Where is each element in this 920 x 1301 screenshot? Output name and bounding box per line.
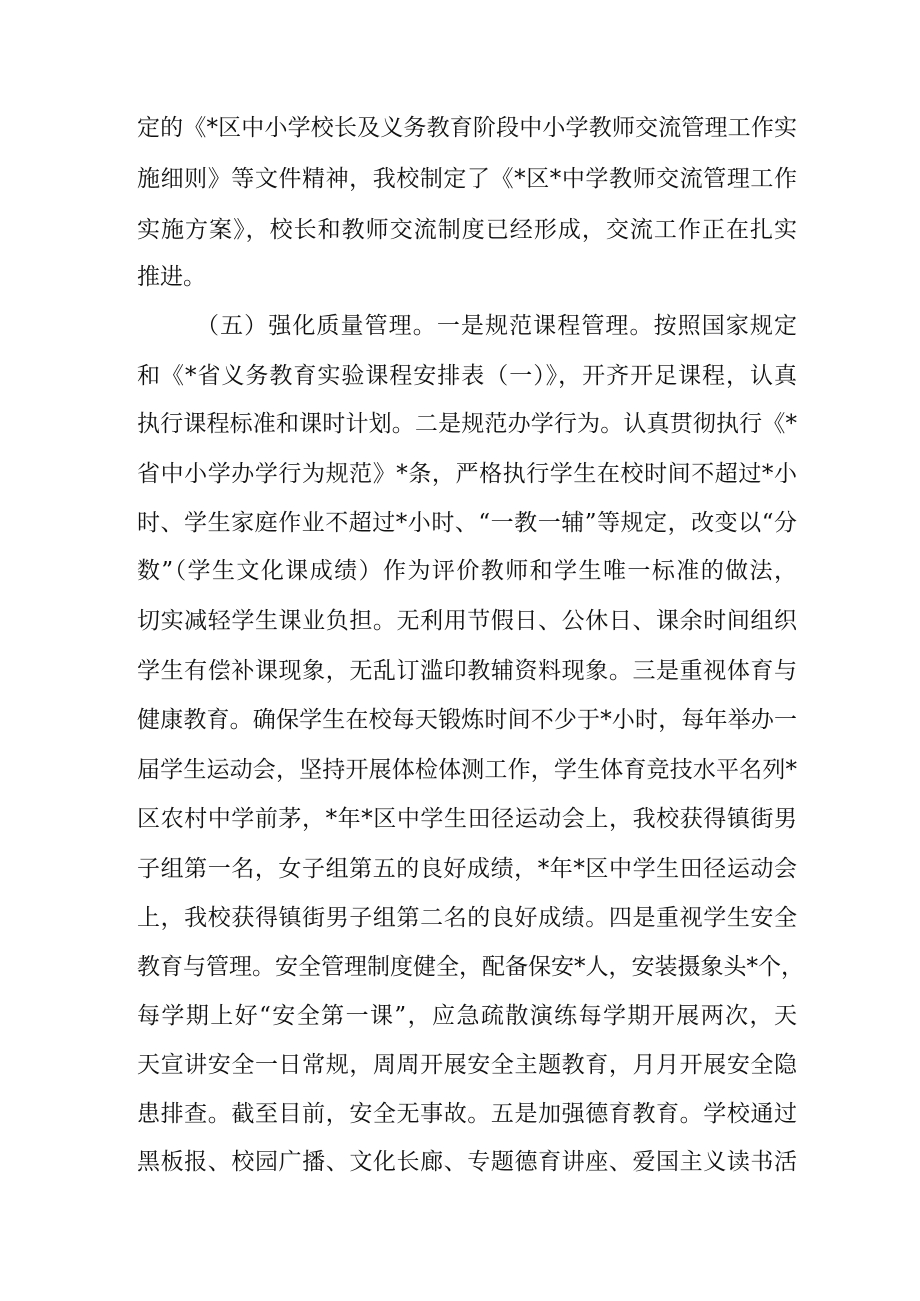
text-line: 子组第一名，女子组第五的良好成绩，*年*区中学生田径运动会 [137, 856, 797, 882]
text-line: 时、学生家庭作业不超过*小时、“一教一辅”等规定，改变以“分 [137, 510, 797, 536]
text-line: 执行课程标准和课时计划。二是规范办学行为。认真贯彻执行《* [137, 411, 797, 437]
text-line: 届学生运动会，坚持开展体检体测工作，学生体育竞技水平名列* [137, 757, 797, 783]
text-line: 天宣讲安全一日常规，周周开展安全主题教育，月月开展安全隐 [137, 1052, 797, 1078]
text-line: 区农村中学前茅，*年*区中学生田径运动会上，我校获得镇街男 [137, 806, 797, 832]
text-line: 数”（学生文化课成绩）作为评价教师和学生唯一标准的做法， [137, 558, 797, 584]
text-line: 每学期上好“安全第一课”，应急疏散演练每学期开展两次，天 [137, 1003, 797, 1029]
text-line: 健康教育。确保学生在校每天锻炼时间不少于*小时，每年举办一 [137, 707, 797, 733]
text-line: 施细则》等文件精神，我校制定了《*区*中学教师交流管理工作 [137, 166, 797, 192]
text-line: 上，我校获得镇街男子组第二名的良好成绩。四是重视学生安全 [137, 905, 797, 931]
text-line: 切实减轻学生课业负担。无利用节假日、公休日、课余时间组织 [137, 608, 797, 634]
text-line: 和《*省义务教育实验课程安排表（一）》，开齐开足课程，认真 [137, 363, 797, 389]
text-line: 黑板报、校园广播、文化长廊、专题德育讲座、爱国主义读书活 [137, 1149, 797, 1175]
text-line: 定的《*区中小学校长及义务教育阶段中小学教师交流管理工作实 [137, 115, 797, 141]
text-line: 推进。 [137, 264, 206, 290]
text-line: 省中小学办学行为规范》*条，严格执行学生在校时间不超过*小 [137, 461, 797, 487]
text-line: 患排查。截至目前，安全无事故。五是加强德育教育。学校通过 [137, 1101, 797, 1127]
text-line: 实施方案》，校长和教师交流制度已经形成，交流工作正在扎实 [137, 217, 797, 243]
paragraph-heading-line: （五）强化质量管理。一是规范课程管理。按照国家规定 [196, 313, 797, 339]
text-line: 学生有偿补课现象，无乱订滥印教辅资料现象。三是重视体育与 [137, 658, 797, 684]
text-line: 教育与管理。安全管理制度健全，配备保安*人，安装摄象头*个， [137, 954, 804, 980]
